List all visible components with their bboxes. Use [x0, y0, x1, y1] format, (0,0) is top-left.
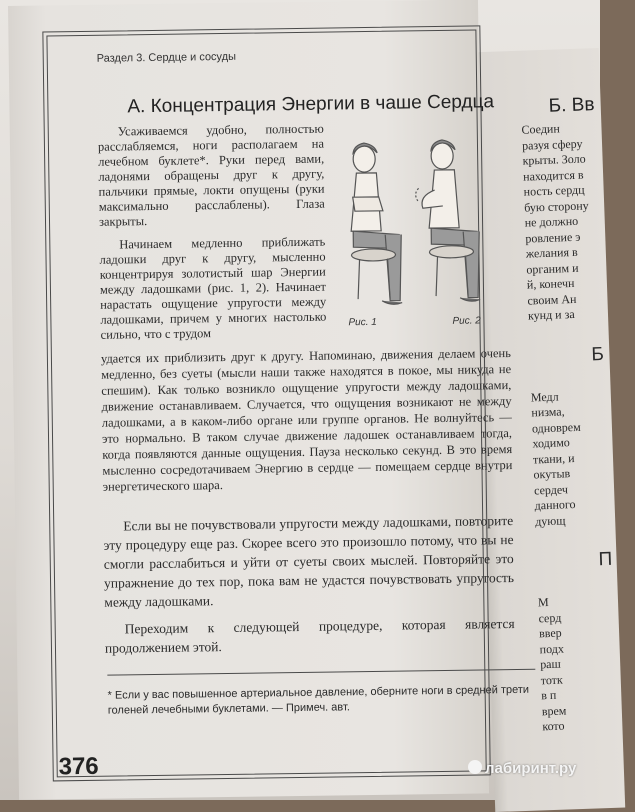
running-head: Раздел 3. Сердце и сосуды [96, 50, 237, 65]
right-line: сердеч [533, 481, 569, 497]
right-line: ходимо [532, 435, 571, 451]
right-line: крыты. Золо [522, 151, 586, 168]
right-line: низма, [531, 404, 565, 420]
right-line: дующ [534, 512, 566, 528]
right-section-letter: П [598, 548, 613, 571]
right-line: тотк [540, 672, 563, 687]
paragraph: удается их приблизить друг к другу. Напоминаю, движения делаем очень медленно, без суеты (мысли наши также находятся в покое, мы никуда не спешим). Как только возникло ощущение упругости между ладошками, движение останавливаем. Случается, что ощущения возникают не между ладошками, а в каком-либо органе или группе органов. Не волнуйтесь — это нормально. В таком случае движение ладошек останавливаем тогда, когда появляются данные ощущения. Пауза несколько секунд. В это время мысленно сосредотачиваем Энергию в сердце — помещаем сердце внутри энергетического шара. [100, 346, 513, 494]
watermark [468, 760, 576, 777]
right-line: серд [538, 610, 562, 625]
right-line: ввер [538, 625, 562, 641]
labirint-logo-icon [468, 760, 482, 774]
right-line: находится в [522, 167, 584, 184]
left-page [8, 0, 530, 800]
right-page-title: Б. Вв [548, 94, 595, 117]
right-line: окутыв [533, 466, 571, 482]
right-section-letter: Б [591, 343, 605, 365]
right-line: ность сердц [523, 182, 585, 199]
page-number: 376 [58, 752, 99, 781]
exercise-illustration [328, 129, 491, 321]
right-line: Соедин [521, 121, 561, 137]
right-line: в п [541, 687, 557, 703]
right-line: ткани, и [532, 450, 575, 467]
right-line: врем [541, 702, 567, 718]
right-line: подх [539, 641, 565, 656]
large-text [103, 511, 515, 666]
figure-1-seated-woman [350, 143, 402, 305]
right-line: кунд и за [527, 306, 575, 323]
right-line: ровление э [525, 229, 581, 246]
paragraph: Если вы не почувствовали упругости между ладошками, повторите эту процедуру еще раз. Скорее всего это произошло потому, что вы не смогли расслабиться и уйти от суеты своих мыслей. Повторяйте это упражнение до тех пор, пока вам не удастся почувствовать упругость между ладошками. [103, 512, 515, 610]
right-line: не должно [524, 213, 579, 230]
right-line: кото [542, 718, 565, 734]
narrow-column-text [98, 122, 327, 351]
right-line: разуя сферу [521, 136, 583, 153]
right-line: органим и [526, 260, 579, 277]
right-line: Медл [530, 389, 559, 405]
footnote: * Если у вас повышенное артериальное давление, оберните ноги в средней трети голеней лечебными буклетами. — Примеч. авт. [107, 683, 530, 717]
right-line: бую сторону [523, 197, 589, 215]
section-title: А. Концентрация Энергии в чаше Сердца [127, 91, 495, 118]
paragraph: Усаживаемся удобно, полностью расслабляемся, ноги располагаем на лечебном буклете*. Руки перед вами, ладонями обращены друг к другу, пальчики прямые, локти опущены (руки максимально расслаблены). Глаза закрыты. [97, 121, 325, 229]
right-line: своим Ан [527, 291, 577, 308]
paragraph: Начинаем медленно приближать ладошки друг к другу, мысленно концентрируя золотистый шар Энергии между ладошками (рис. 1, 2). Начинает нарастать ощущение упругости между ладошками, причем у многих настолько сильно, что с трудом [99, 234, 327, 342]
figure-caption: Рис. 1 [348, 316, 377, 329]
right-line: желания в [525, 244, 578, 261]
right-page-text [521, 120, 632, 735]
watermark-text: лабиринт.ру [485, 760, 577, 777]
right-line: М [537, 595, 549, 610]
right-line: одноврем [531, 419, 581, 436]
right-line: й, конечн [526, 275, 575, 292]
paragraph: Переходим к следующей процедуре, которая является продолжением этой. [104, 615, 515, 656]
full-width-text [101, 345, 513, 503]
right-line: данного [534, 497, 576, 513]
right-line: раш [539, 656, 561, 672]
figure-caption: Рис. 2 [452, 315, 481, 327]
figure-2-seated-woman [415, 139, 480, 301]
